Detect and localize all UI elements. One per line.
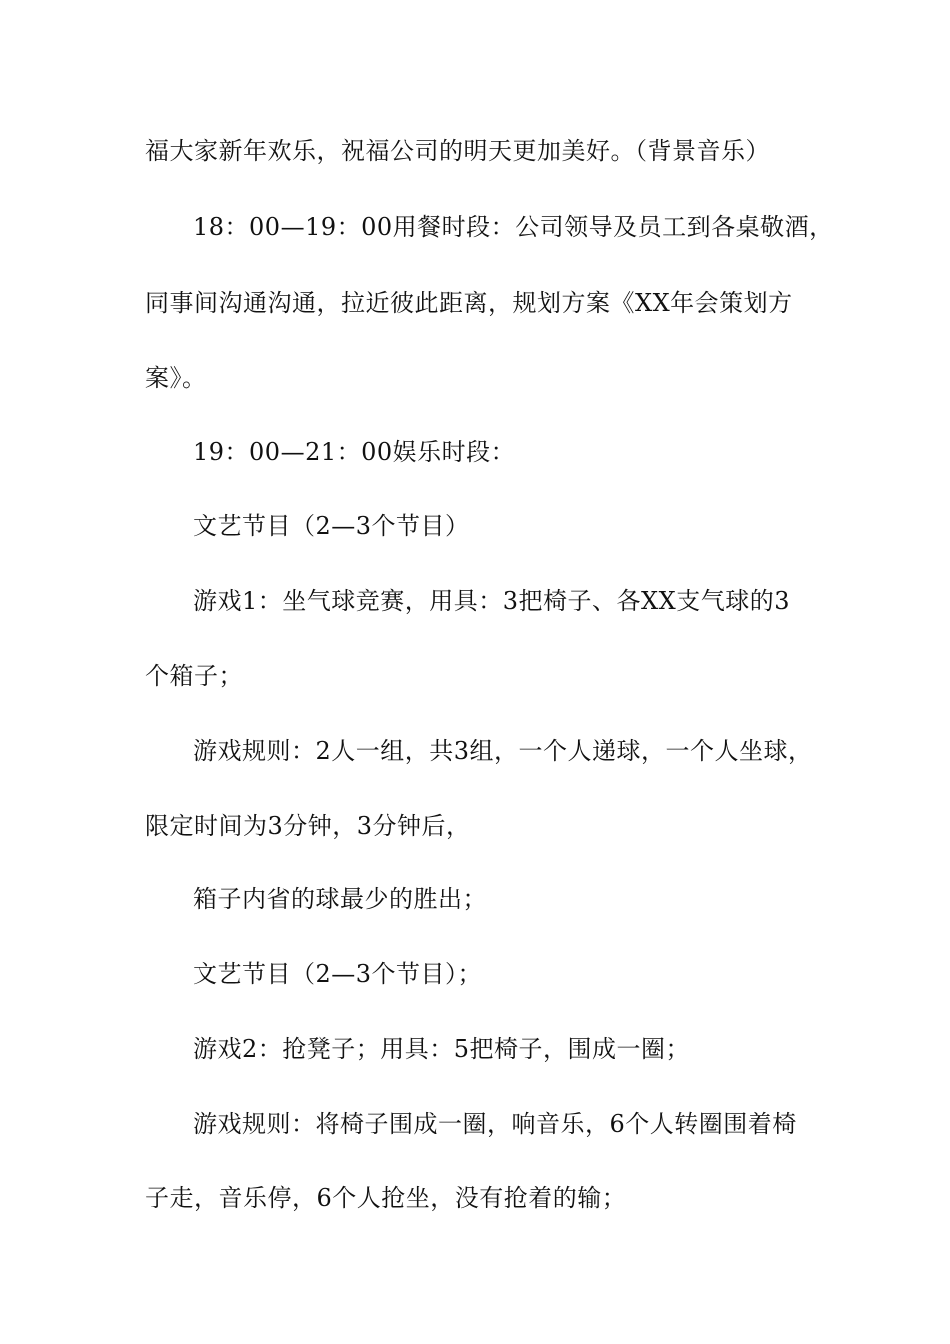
paragraph-line-game-1: 游戏1：坐气球竞赛，用具：3把椅子、各XX支气球的3 (193, 587, 790, 615)
paragraph-line-dinner-end: 案》。 (145, 364, 207, 392)
paragraph-line-performance-2: 文艺节目（2—3个节目）； (193, 960, 483, 988)
paragraph-line-game-1-cont: 个箱子； (145, 662, 243, 690)
paragraph-line-game-1-winner: 箱子内省的球最少的胜出； (193, 885, 487, 913)
paragraph-line-game-2-rules: 游戏规则：将椅子围成一圈，响音乐，6个人转圈围着椅 (193, 1110, 797, 1138)
paragraph-line-closing-blessing: 福大家新年欢乐，祝福公司的明天更加美好。（背景音乐） (145, 137, 770, 165)
paragraph-line-entertainment-time: 19：00—21：00娱乐时段： (193, 438, 516, 466)
paragraph-line-game-1-rules-cont: 限定时间为3分钟，3分钟后， (145, 812, 471, 840)
paragraph-line-game-1-rules: 游戏规则：2人一组，共3组，一个人递球，一个人坐球， (193, 737, 813, 765)
paragraph-line-dinner-detail: 同事间沟通沟通，拉近彼此距离，规划方案《XX年会策划方 (145, 289, 793, 317)
paragraph-line-dinner-time: 18：00—19：00用餐时段：公司领导及员工到各桌敬酒， (193, 213, 834, 241)
paragraph-line-game-2-rules-cont: 子走，音乐停，6个人抢坐，没有抢着的输； (145, 1184, 627, 1212)
paragraph-line-performance-1: 文艺节目（2—3个节目） (193, 512, 470, 540)
paragraph-line-game-2: 游戏2：抢凳子；用具：5把椅子，围成一圈； (193, 1035, 691, 1063)
